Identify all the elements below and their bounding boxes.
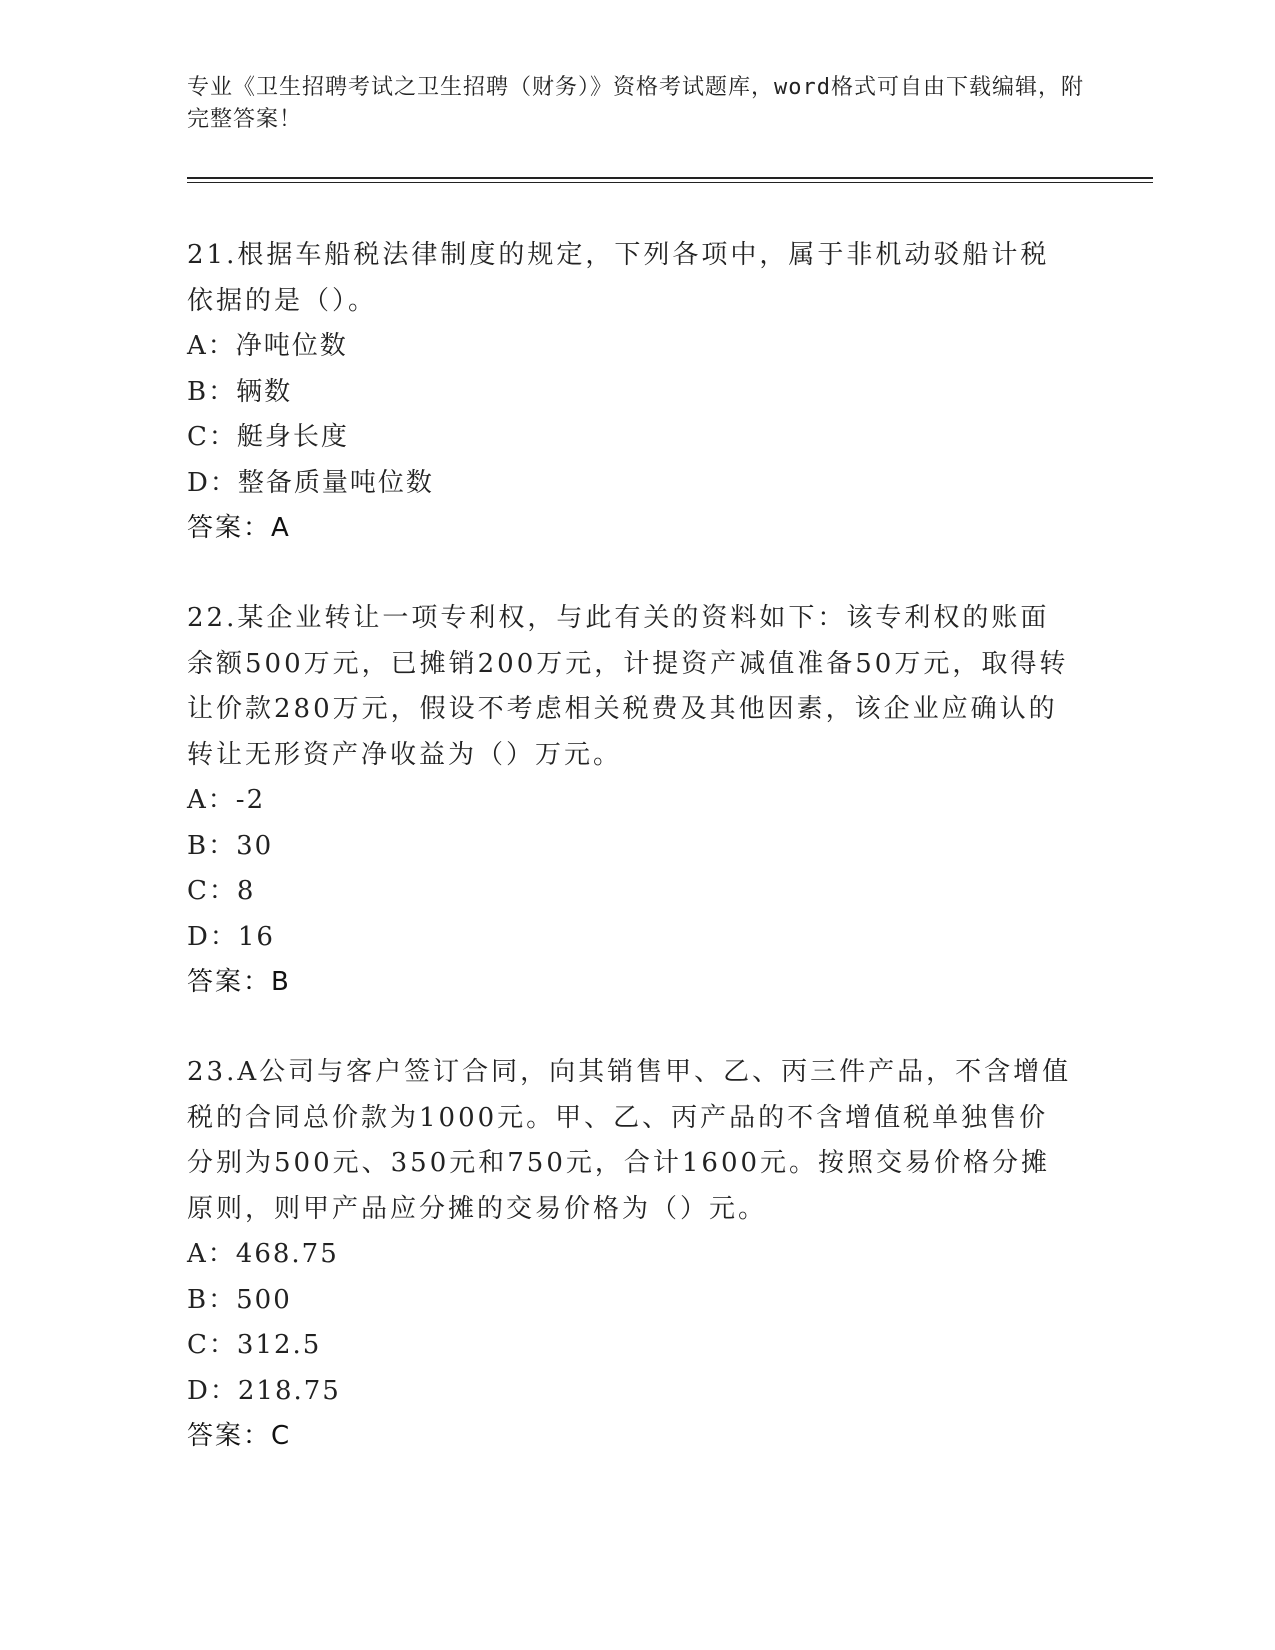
document-header: 专业《卫生招聘考试之卫生招聘（财务）》资格考试题库，word格式可自由下载编辑，附完整答案！ bbox=[187, 75, 1084, 132]
answer-line: 答案：C bbox=[187, 1421, 292, 1451]
option-letter: D： bbox=[187, 1375, 238, 1406]
option-letter: D： bbox=[187, 921, 238, 952]
option-a bbox=[187, 1232, 1077, 1278]
header-divider-thick bbox=[187, 177, 1153, 179]
option-b bbox=[187, 1278, 1077, 1324]
answer-line: 答案：A bbox=[187, 513, 291, 543]
answer-line: 答案：B bbox=[187, 967, 291, 997]
option-text: 艇身长度 bbox=[236, 422, 349, 452]
question-21 bbox=[187, 233, 1077, 552]
option-c bbox=[187, 1323, 1077, 1369]
option-letter: C： bbox=[187, 422, 237, 452]
option-letter: C： bbox=[187, 876, 237, 906]
option-letter: B： bbox=[187, 1284, 237, 1315]
option-text: -2 bbox=[235, 785, 266, 815]
option-letter: D： bbox=[187, 467, 238, 498]
header-divider-thin bbox=[187, 182, 1153, 183]
option-b bbox=[187, 824, 1077, 870]
option-text: 30 bbox=[236, 830, 274, 861]
option-c bbox=[187, 869, 1077, 915]
option-letter: A： bbox=[187, 1239, 236, 1269]
option-letter: B： bbox=[187, 830, 237, 861]
option-text: 辆数 bbox=[236, 376, 293, 407]
question-stem: 21.根据车船税法律制度的规定，下列各项中，属于非机动驳船计税依据的是（）。 bbox=[187, 240, 1050, 316]
option-letter: C： bbox=[187, 1330, 237, 1360]
option-text: 312.5 bbox=[236, 1330, 322, 1360]
option-letter: A： bbox=[187, 331, 236, 361]
question-stem: 22.某企业转让一项专利权，与此有关的资料如下：该专利权的账面余额500万元，已摊销200万元，计提资产减值准备50万元，取得转让价款280万元，假设不考虑相关税费及其他因素，该企业应确认的转让无形资产净收益为（）万元。 bbox=[187, 603, 1069, 770]
question-22 bbox=[187, 596, 1077, 1006]
option-b bbox=[187, 370, 1077, 416]
option-a bbox=[187, 778, 1077, 824]
option-text: 整备质量吨位数 bbox=[237, 467, 434, 498]
option-letter: A： bbox=[187, 785, 236, 815]
option-text: 16 bbox=[237, 921, 275, 952]
option-text: 500 bbox=[236, 1284, 292, 1315]
option-d bbox=[187, 1369, 1077, 1415]
option-text: 468.75 bbox=[235, 1239, 339, 1269]
option-c bbox=[187, 415, 1077, 461]
question-23 bbox=[187, 1050, 1077, 1460]
option-text: 8 bbox=[236, 876, 256, 906]
option-d bbox=[187, 461, 1077, 507]
option-a bbox=[187, 324, 1077, 370]
option-text: 净吨位数 bbox=[235, 331, 348, 361]
question-stem: 23.A公司与客户签订合同，向其销售甲、乙、丙三件产品，不含增值税的合同总价款为1000元。甲、乙、丙产品的不含增值税单独售价分别为500元、350元和750元，合计1600元。按照交易价格分摊原则，则甲产品应分摊的交易价格为（）元。 bbox=[187, 1057, 1072, 1224]
option-letter: B： bbox=[187, 376, 237, 407]
option-d bbox=[187, 915, 1077, 961]
option-text: 218.75 bbox=[237, 1375, 341, 1406]
